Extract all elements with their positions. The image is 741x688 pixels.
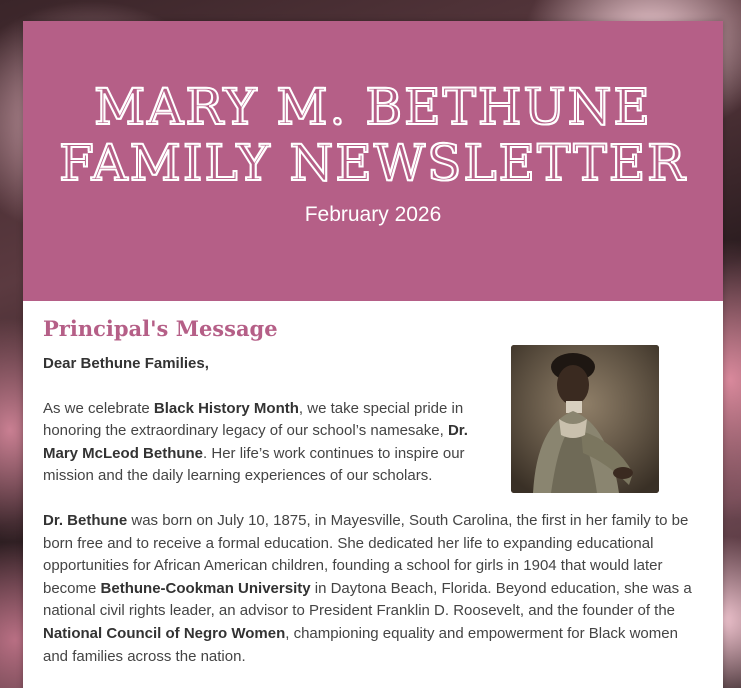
p1-text-a: As we celebrate: [43, 399, 154, 417]
bethune-portrait-photo: [511, 345, 659, 493]
newsletter-header: [23, 21, 723, 301]
title-line-2: FAMILY NEWSLETTER: [59, 134, 687, 192]
p2-text-f: , championing equality and empowerment for Black women and families across the nation.: [43, 624, 678, 665]
title-line-1: MARY M. BETHUNE: [94, 78, 652, 136]
p1-bold-name: Dr. Mary McLeod Bethune: [43, 422, 468, 462]
p2-bold-council: National Council of Negro Women: [43, 624, 286, 642]
section-heading: Principal's Message: [43, 316, 278, 341]
p2-bold-dr-bethune: Dr. Bethune: [43, 511, 128, 529]
principal-section: [23, 301, 723, 668]
p2-text-d: in Daytona Beach, Florida. Beyond education, she was a national civil rights leader, an advisor to President Franklin D. Roosevelt, and the founder of the: [43, 579, 692, 620]
p1-text-e: . Her life’s work continues to inspire our mission and the daily learning experiences of our scholars.: [43, 444, 465, 485]
p2-bold-university: Bethune-Cookman University: [100, 579, 311, 597]
newsletter-card: [23, 21, 723, 688]
p1-text-c: , we take special pride in honoring the extraordinary legacy of our school’s namesake,: [43, 399, 464, 440]
greeting-text: Dear Bethune Families,: [43, 355, 209, 372]
p1-bold-black-history-month: Black History Month: [153, 399, 299, 417]
paragraph-biography: [43, 510, 703, 668]
newsletter-date: February 2026: [304, 203, 442, 226]
p2-text-b: was born on July 10, 1875, in Mayesville, South Carolina, the first in her family to be born free and to receive a formal education. She dedicated her life to expanding educational opportunities for African American children, founding a school for girls in 1904 that would later become: [43, 511, 689, 597]
